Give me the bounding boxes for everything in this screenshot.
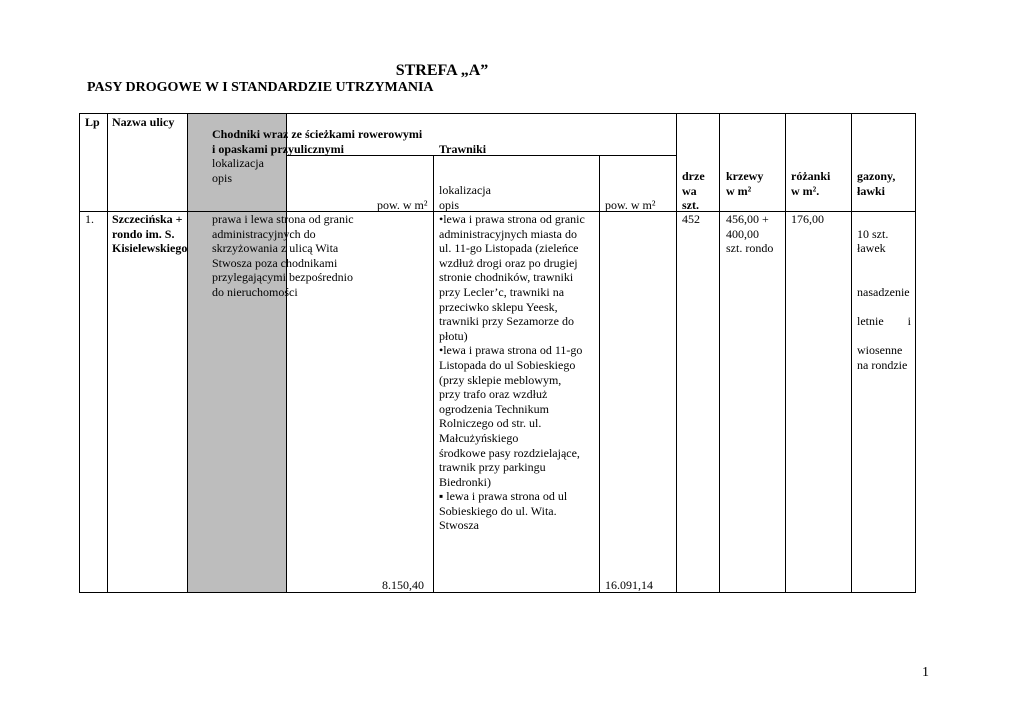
divider [107, 113, 108, 593]
zone-table [79, 113, 916, 593]
header-shrubs: krzewy w m² [726, 169, 764, 198]
page-number: 1 [922, 665, 929, 680]
header-sidewalks-location: lokalizacja opis [212, 156, 264, 185]
header-street: Nazwa ulicy [112, 115, 175, 129]
divider [785, 113, 786, 593]
row-flowerbeds [857, 212, 911, 387]
row-planting-word-i: i [907, 314, 911, 329]
row-shrubs: 456,00 + 400,00 szt. rondo [726, 212, 774, 256]
row-lawns-area: 16.091,14 [605, 578, 653, 592]
header-flowerbeds: gazony, ławki [857, 169, 896, 198]
row-benches: 10 szt. ławek [857, 226, 889, 256]
header-trees: drze wa szt. [682, 169, 705, 213]
header-roses: różanki w m². [791, 169, 831, 198]
header-lawns-location: lokalizacja opis [439, 183, 491, 212]
page-subtitle: PASY DROGOWE W I STANDARDZIE UTRZYMANIA [87, 80, 434, 95]
divider [286, 113, 287, 593]
header-lawns: Trawniki [439, 142, 487, 156]
row-roses: 176,00 [791, 212, 824, 226]
row-sidewalks-area: 8.150,40 [382, 578, 424, 592]
divider [433, 155, 434, 593]
row-planting-word-letnie: letnie [857, 314, 884, 329]
row-planting-line-1: nasadzenie [857, 284, 910, 299]
table-border-top [79, 113, 916, 114]
row-planting-line-2 [857, 314, 911, 329]
header-sidewalks-area: pow. w m² [377, 198, 428, 212]
row-lp: 1. [85, 212, 94, 226]
header-sidewalks: Chodniki wraz ze ścieżkami rowerowymi i opaskami przyulicznymi [212, 127, 423, 156]
page-title: STREFA „A” [395, 62, 489, 79]
divider [676, 113, 677, 593]
table-border-right [915, 113, 916, 593]
divider [719, 113, 720, 593]
table-border-bottom [79, 592, 916, 593]
divider [851, 113, 852, 593]
row-sidewalks-description: prawa i lewa strona od granic administracyjnych do skrzyżowania z ulicą Wita Stwosza poza chodnikami przylegającymi bezpośrednio do nieruchomości [212, 212, 354, 299]
row-planting-line-3: wiosenne na rondzie [857, 343, 908, 372]
header-lp: Lp [85, 115, 100, 129]
row-trees: 452 [682, 212, 700, 226]
divider [187, 113, 188, 593]
table-border-left [79, 113, 80, 593]
row-lawns-description: •lewa i prawa strona od granic administracyjnych miasta do ul. 11-go Listopada (zieleńce wzdłuż drogi oraz po drugiej stronie chodników, trawniki przy Lecler’c, trawniki na przeciwko sklepu Yeesk, trawniki przy Sezamorze do płotu) •lewa i prawa strona od 11-go Listopada do ul Sobieskiego (przy sklepie meblowym, przy trafo oraz wzdłuż ogrodzenia Technikum Rolniczego od str. ul. Małcużyńskiego środkowe pasy rozdzielające, trawnik przy parkingu Biedronki) ▪ lewa i prawa strona od ul Sobieskiego do ul. Wita. Stwosza [439, 212, 585, 533]
header-lawns-area: pow. w m² [605, 198, 656, 212]
row-street-name: Szczecińska + rondo im. S. Kisielewskiego [112, 212, 188, 256]
